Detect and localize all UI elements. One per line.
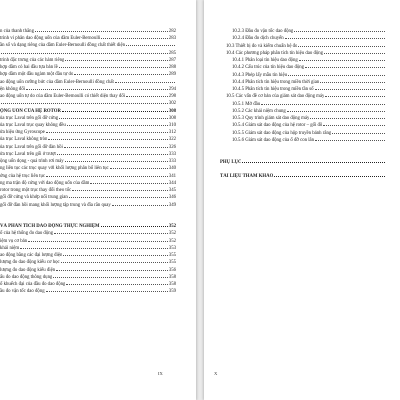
right-page [204,0,400,400]
toc-heading [220,173,386,180]
toc-page-number: 302 [168,101,176,107]
toc-entry-title: n của thanh thẳng [0,29,34,34]
dot-leader [67,125,168,126]
toc-entry [232,28,386,35]
toc-entry-title: 10.5.3 Quy trình giám sát dao động máy [232,116,310,121]
toc-entry-title: hợp dầm một đầu ngàm một đầu tự do [0,72,74,78]
toc-entry-title: 10.5.2 Các khái niệm chung [232,108,286,114]
toc-entry-title: 10.5.6 Giám sát dao động của ổ đỡ con lăn [232,137,315,143]
dot-leader [74,74,167,75]
dot-leader [35,31,168,32]
toc-page-number: 355 [168,260,176,266]
toc-page-number: 352 [168,231,176,237]
toc-page-number: 312 [168,130,176,136]
dot-leader [324,53,385,54]
dot-leader [66,284,167,285]
toc-entry [0,158,176,165]
toc-page-number: 308 [168,108,176,114]
dot-leader [274,176,385,177]
toc-entry [0,129,176,136]
dot-leader [46,176,168,177]
dot-leader [294,31,385,32]
toc-entry [232,108,386,115]
toc-entry [0,64,176,71]
toc-page-number: 308 [168,115,176,121]
toc-entry-title: ửa trục Laval trên gối ở trượt [0,151,56,157]
toc-entry [232,101,386,108]
toc-entry-title: iệm vụ cơ bản [0,238,28,244]
toc-page-number: 358 [168,282,176,288]
toc-entry-title: ửa hiệu ứng Gyroscope [0,130,45,136]
toc-entry-title: gối đỡ cứng và khớp nối trung gian [0,195,68,201]
toc-entry-title: ủa trục Laval trên gối đỡ cứng [0,115,59,121]
toc-page-number: 359 [168,289,176,295]
toc-page-number: 340 [168,166,176,172]
toc-page-number: 283 [168,36,176,42]
toc-entry-title: ện không đổi [0,86,26,92]
toc-entry [0,136,176,143]
toc-entry [0,115,176,122]
dot-leader [46,132,168,133]
toc-entry-title: ao động bằng các đại lượng điện [0,253,63,259]
dot-leader [305,67,385,68]
toc-entry-title: lượng đo dao động kiểu điện [0,267,56,273]
toc-entry-title: ng ma trận độ cứng với dao động uốn của dầm [0,180,90,186]
dot-leader [20,248,168,249]
toc-entry [232,72,386,79]
dot-leader [298,46,385,47]
toc-entry [226,43,386,50]
toc-entry [0,274,176,281]
toc-entry-title: 10.5.5 Giám sát dao động của hộp truyền bánh răng [232,130,332,136]
toc-entry [232,64,386,71]
toc-page-number: 346 [168,195,176,201]
toc-page-number: 349 [168,202,176,208]
toc-entry-title: ố của hệ thống đo dao động [0,231,54,237]
dot-leader [72,190,168,191]
toc-entry-title: 10.3 Thiết bị đo và kiểm chuẩn hệ đo [226,43,298,49]
toc-entry [0,288,176,295]
toc-page-number: 288 [168,65,176,71]
toc-entry [226,93,386,100]
toc-entry-title: ầu đo vận tốc dao động [0,289,45,295]
toc-entry-title: ao động uốn cưỡng bức của dầm Euler-Bernoulli đồng chất [0,79,114,85]
toc-entry-title: rotor trong một trục thay đổi theo tốc [0,188,72,194]
toc-entry [0,238,176,245]
toc-entry-title: ao động uốn tự do của dầm Euler-Bernoulli có thiết diện thay đổi [0,94,126,100]
toc-entry-title: TÀI LIỆU THAM KHẢO [220,174,274,179]
dot-leader [65,60,167,61]
toc-entry [226,50,386,57]
dot-leader [315,140,385,141]
dot-leader [115,82,175,83]
toc-entry [232,115,386,122]
dot-leader [101,38,167,39]
dot-leader [288,75,385,76]
toc-entry-title: trình vi phân dao động uốn của dầm Euler-Bernoulli [0,36,101,42]
toc-page-number: 298 [168,94,176,100]
page-number-right: X [214,371,218,376]
dot-leader [285,38,385,39]
toc-entry-title: 10.4.4 Phân tích tín hiệu trong miền thời gian [232,79,320,85]
toc-entry [0,50,176,57]
toc-entry-title: PHỤ LỤC [220,159,242,165]
toc-page-number: 333 [168,151,176,157]
toc-entry [0,267,176,274]
dot-leader [46,291,168,292]
toc-page-number: 282 [168,29,176,34]
toc-entry [232,86,386,93]
toc-page-number: 353 [168,245,176,251]
toc-page-number: 356 [168,267,176,273]
dot-leader [63,255,167,256]
dot-leader [323,125,385,126]
toc-entry-title: 10.5.4 Giám sát dao động của hệ rotor – gối đỡ [232,123,323,129]
page-number-left: IX [158,371,163,376]
toc-page-number: 310 [168,122,176,128]
dot-leader [101,226,168,227]
toc-entry-title: ố khuếch đại của đầu đo dao động [0,282,66,288]
dot-leader [320,82,385,83]
toc-entry [0,281,176,288]
toc-entry [0,79,176,86]
toc-page-number: 355 [168,253,176,259]
dot-leader [65,161,168,162]
toc-entry [232,35,386,42]
toc-entry-title: ỘNG UỐN CỦA HỆ ROTOR [0,108,61,114]
toc-entry [0,180,176,187]
toc-entry [0,252,176,259]
toc-page-number: 285 [168,50,176,56]
toc-entry-title: 10.2.4 Đầu đo dịch chuyển [232,36,284,42]
toc-entry [0,245,176,252]
dot-leader [59,118,168,119]
dot-leader [28,241,168,242]
toc-entry-title: ủa trục Laval trục quay không đều [0,122,66,128]
dot-leader [315,89,385,90]
toc-entry [0,57,176,64]
toc-entry-title: 10.5.1 Mở đầu [232,101,261,107]
toc-entry [0,42,176,49]
toc-heading [220,159,386,166]
toc-entry-title: 10.4.1 Phân loại tín hiệu dao động [232,58,298,63]
toc-page-number: 289 [168,72,176,78]
toc-entry [232,122,386,129]
dot-leader [54,233,168,234]
toc-heading [0,108,176,115]
toc-entry [0,28,176,35]
dot-leader [62,111,168,112]
toc-entry [0,259,176,266]
toc-entry-title: ần số và dạng riêng của dầm Euler-Bernoulli đồng chất thiết diện [0,43,125,49]
toc-entry-title: lượng đo dao động kiểu cơ học [0,260,60,266]
dot-leader [261,104,385,105]
toc-entry-title: khái niệm [0,245,20,251]
toc-entry-title: ủa trục Laval trên gối đỡ đàn hồi [0,144,63,150]
toc-entry-title: 10.4.5 Phân tích tín hiệu trong miền tần số [232,87,314,92]
toc-entry-title: gối đỡ đàn hồi mang khối lượng tập trung và đĩa rắn quay [0,202,111,208]
toc-page-number: 333 [168,159,176,165]
toc-entry-title: ộng uốn dọng - quá trình rơi máy [0,159,64,165]
toc-entry-title: VÀ PHÂN TÍCH DAO ĐỘNG THỰC NGHIỆM [0,224,100,230]
dot-leader [110,168,168,169]
toc-entry-title: 10.4.3 Phép lấy mẫu tín hiệu [232,72,288,78]
toc-entry [0,35,176,42]
toc-entry [0,71,176,78]
toc-entry [0,230,176,237]
toc-entry [232,137,386,144]
toc-page-number: 358 [168,274,176,280]
dot-leader [48,139,167,140]
toc-page-number: 322 [168,137,176,143]
dot-leader [59,67,168,68]
toc-entry-title: trình đặc trưng của các hàm riêng [0,57,65,63]
toc-entry-title: 10.4.2 Cấu trúc của tín hiệu dao động [232,65,305,71]
dot-leader [112,205,168,206]
dot-leader [90,183,167,184]
toc-page-number: 326 [168,144,176,150]
dot-leader [1,53,168,54]
dot-leader [57,154,168,155]
toc-page-number: 352 [168,224,176,230]
toc-entry [232,57,386,64]
dot-leader [56,270,168,271]
dot-leader [69,197,168,198]
dot-leader [1,103,168,104]
toc-entry [0,86,176,93]
toc-page-number: 345 [168,188,176,194]
toc-entry [0,173,176,180]
left-page [0,0,196,400]
toc-entry-title: 10.4 Các phương pháp phân tích tín hiệu dao động [226,50,324,56]
dot-leader [287,111,385,112]
toc-entry [0,93,176,100]
toc-entry [0,144,176,151]
toc-entry-title: ủa trục Laval không tròn [0,137,48,143]
toc-page-number: 352 [168,238,176,244]
dot-leader [26,89,168,90]
toc-entry-title: hợp dầm có hai đầu tựa bản lề [0,65,58,71]
dot-leader [126,96,168,97]
toc-page-number: 294 [168,86,176,92]
dot-leader [299,60,385,61]
toc-entry-title: 10.2.3 Đầu đo vận tốc dao động [232,29,294,34]
toc-heading [0,223,176,230]
toc-page-number: 287 [168,57,176,63]
dot-leader [325,96,385,97]
dot-leader [310,118,385,119]
toc-page-number: 341 [168,173,176,179]
toc-entry [0,202,176,209]
toc-entry-title: ng liên tục các trục quay với khối lượng phân bố liên tục [0,166,109,172]
dot-leader [61,262,168,263]
toc-entry-title: ớng của hệ trục liên tục [0,173,46,179]
dot-leader [332,133,385,134]
dot-leader [126,45,175,46]
toc-entry [0,151,176,158]
dot-leader [53,277,167,278]
toc-page-number: 344 [168,180,176,186]
toc-entry [232,130,386,137]
toc-entry [0,100,176,107]
toc-entry [0,165,176,172]
toc-entry [0,194,176,201]
toc-entry [0,187,176,194]
toc-entry [232,79,386,86]
toc-entry-title: ấu đo dao động thông dụng [0,274,53,280]
dot-leader [64,147,168,148]
dot-leader [242,162,385,163]
toc-entry [0,122,176,129]
toc-entry-title: 10.5 Các vấn đề cơ bản của giám sát dao động máy [226,94,325,100]
